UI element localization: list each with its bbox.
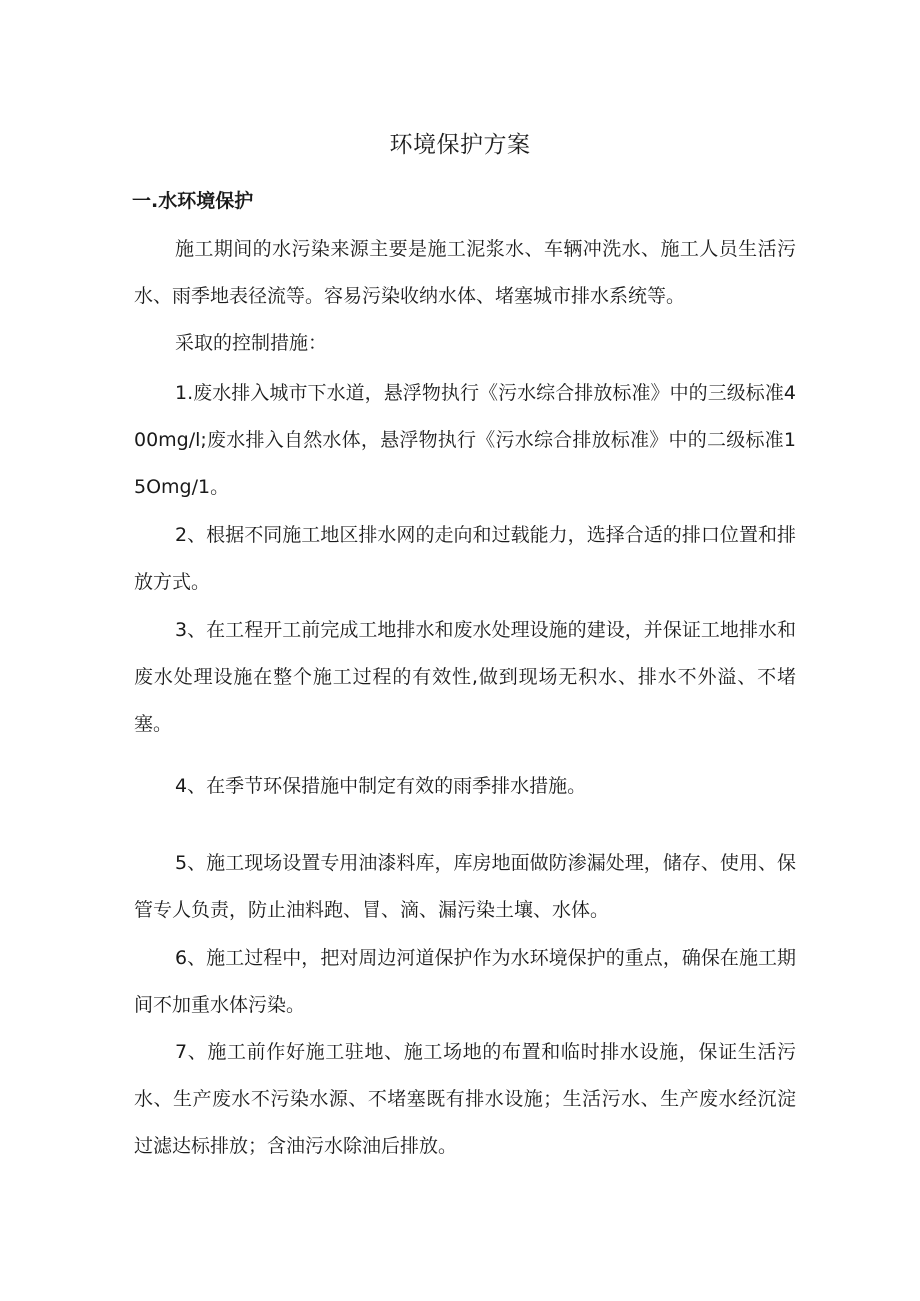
measure-item-6: 6、施工过程中，把对周边河道保护作为水环境保护的重点，确保在施工期间不加重水体污染。 — [134, 947, 796, 1016]
intro-paragraph: 施工期间的水污染来源主要是施工泥浆水、车辆冲洗水、施工人员生活污水、雨季地表径流等。容易污染收纳水体、堵塞城市排水系统等。 — [134, 238, 796, 307]
measure-item-1: 1.废水排入城市下水道，悬浮物执行《污水综合排放标准》中的三级标准400mg/l;废水排入自然水体，悬浮物执行《污水综合排放标准》中的二级标准15Omg/1。 — [134, 382, 796, 498]
measure-item-5: 5、施工现场设置专用油漆料库，库房地面做防渗漏处理，储存、使用、保管专人负责，防止油料跑、冒、滴、漏污染土壤、水体。 — [134, 852, 796, 921]
section-heading-water-protection: 一.水环境保护 — [132, 190, 254, 212]
measure-item-2: 2、根据不同施工地区排水网的走向和过载能力，选择合适的排口位置和排放方式。 — [134, 524, 796, 593]
measure-item-4: 4、在季节环保措施中制定有效的雨季排水措施。 — [175, 775, 587, 797]
measures-label: 采取的控制措施： — [175, 332, 328, 354]
document-title: 环境保护方案 — [389, 132, 531, 158]
measure-item-3: 3、在工程开工前完成工地排水和废水处理设施的建设，并保证工地排水和废水处理设施在整个施工过程的有效性,做到现场无积水、排水不外溢、不堵塞。 — [134, 619, 796, 735]
measure-item-7: 7、施工前作好施工驻地、施工场地的布置和临时排水设施，保证生活污水、生产废水不污染水源、不堵塞既有排水设施；生活污水、生产废水经沉淀过滤达标排放；含油污水除油后排放。 — [134, 1041, 796, 1157]
